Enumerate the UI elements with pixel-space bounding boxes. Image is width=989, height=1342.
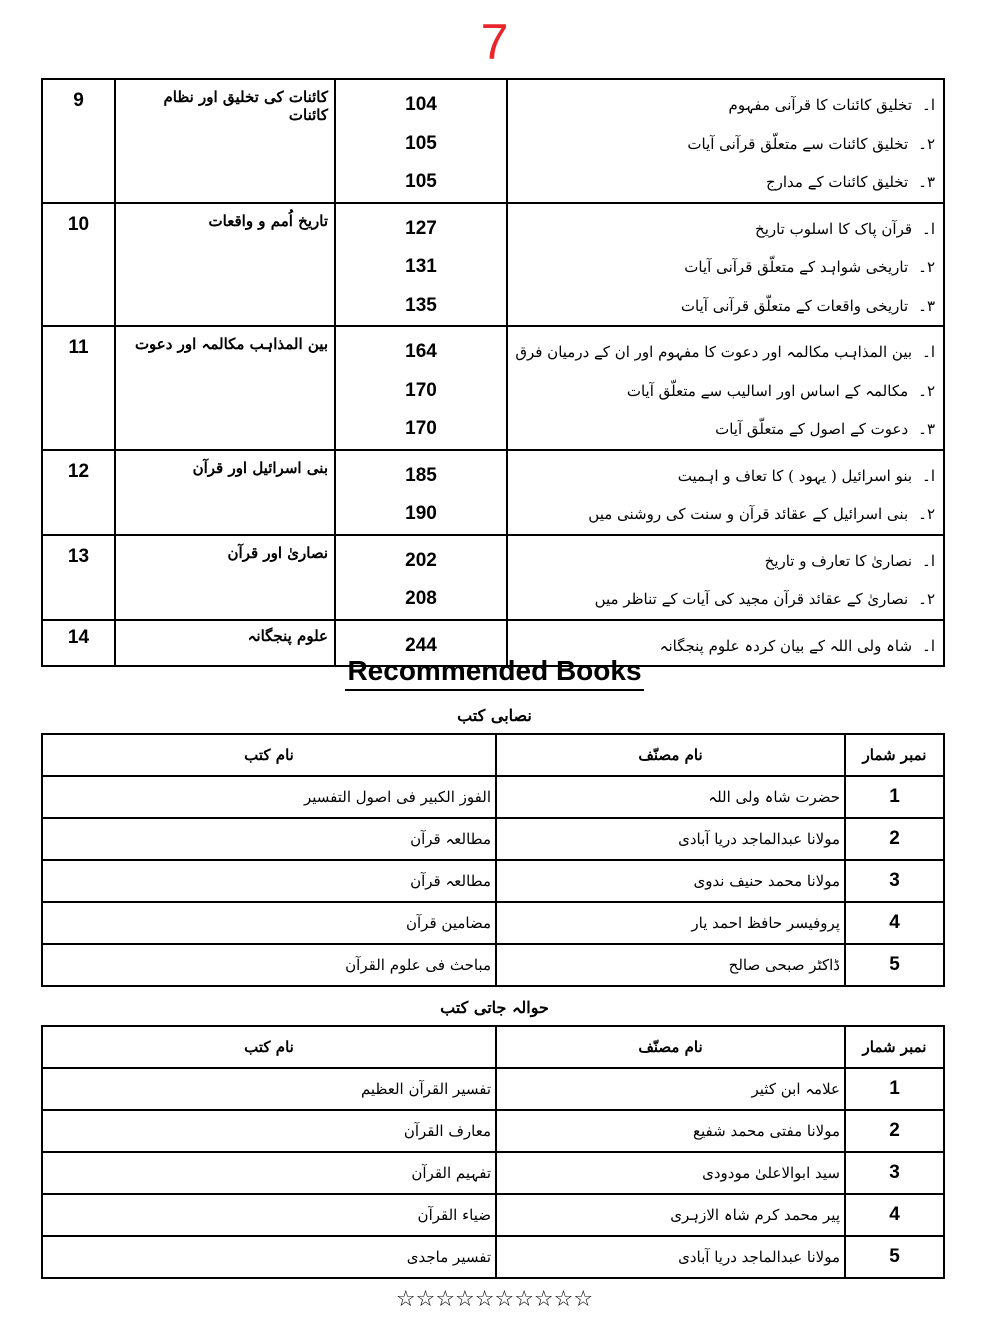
column-header-serial: نمبر شمار: [845, 1026, 944, 1068]
book-title: مضامین قرآن: [42, 902, 496, 944]
topic-marker: ۲۔: [918, 590, 935, 608]
topic-item: [512, 542, 935, 581]
textbooks-heading: نصابی کتب: [457, 706, 532, 725]
unit-number: 11: [42, 326, 115, 450]
table-row: [42, 1110, 944, 1152]
topic-list: [507, 450, 944, 535]
unit-title: تاریخ اُمم و واقعات: [115, 203, 335, 327]
author-name: علامہ ابن کثیر: [496, 1068, 845, 1110]
topic-item: [512, 125, 935, 164]
table-row: [42, 1152, 944, 1194]
book-title: ضیاء القرآن: [42, 1194, 496, 1236]
topic-marker: ۳۔: [918, 296, 935, 315]
topic-text: نصاریٰ کے عقائد قرآن مجید کی آیات کے تناظر میں: [594, 590, 909, 608]
page-number-ref: 127: [405, 217, 437, 239]
topic-marker: ۲۔: [918, 381, 935, 400]
unit-number: 12: [42, 450, 115, 535]
page-references: [335, 203, 507, 327]
syllabus-row: [42, 326, 944, 450]
column-header-serial: نمبر شمار: [845, 734, 944, 776]
serial-number: 2: [845, 1110, 944, 1152]
page-number-ref: 104: [405, 94, 437, 115]
topic-text: تاریخی شواہد کے متعلّق قرآنی آیات: [684, 258, 909, 276]
page-number-ref: 105: [405, 171, 437, 192]
topic-marker: ا۔: [922, 466, 935, 485]
table-row: [42, 1194, 944, 1236]
topic-item: [512, 287, 935, 326]
table-row: [42, 902, 944, 944]
book-title: معارف القرآن: [42, 1110, 496, 1152]
table-row: [42, 776, 944, 818]
topic-text: بنی اسرائیل کے عقائد قرآن و سنت کی روشنی میں: [588, 505, 909, 523]
unit-title: کائنات کی تخلیق اور نظام کائنات: [115, 79, 335, 203]
reference-books-table: [41, 1025, 945, 1279]
topic-item: [512, 210, 935, 249]
author-name: مولانا مفتی محمد شفیع: [496, 1110, 845, 1152]
author-name: مولانا عبدالماجد دریا آبادی: [496, 818, 845, 860]
topic-text: تخلیق کائنات سے متعلّق قرآنی آیات: [687, 134, 909, 153]
table-header-row: [42, 734, 944, 776]
page-number-ref: 170: [405, 418, 437, 439]
unit-number: 9: [42, 79, 115, 203]
page-references: [335, 535, 507, 620]
recommended-books-title: Recommended Books: [345, 655, 643, 691]
table-row: [42, 860, 944, 902]
syllabus-row: [42, 203, 944, 327]
page-number-ref: 135: [405, 294, 437, 316]
unit-number: 10: [42, 203, 115, 327]
page-number-ref: 208: [405, 588, 437, 609]
topic-item: [512, 457, 935, 496]
topic-item: [512, 495, 935, 534]
serial-number: 1: [845, 1068, 944, 1110]
topic-text: بین المذاہب مکالمہ اور دعوت کا مفہوم اور ان کے درمیان فرق: [515, 343, 913, 361]
serial-number: 1: [845, 776, 944, 818]
book-title: مباحث فی علوم القرآن: [42, 944, 496, 986]
topic-item: [512, 410, 935, 449]
topic-list: [507, 326, 944, 450]
page-number-ref: 170: [405, 379, 437, 401]
topic-list: [507, 535, 944, 620]
unit-title: نصاریٰ اور قرآن: [115, 535, 335, 620]
topic-marker: ا۔: [922, 343, 935, 361]
serial-number: 3: [845, 1152, 944, 1194]
footer-star-ornament: ☆☆☆☆☆☆☆☆☆☆: [395, 1287, 594, 1312]
topic-marker: ا۔: [922, 551, 935, 570]
textbooks-table: [41, 733, 945, 987]
table-header-row: [42, 1026, 944, 1068]
author-name: پیر محمد کرم شاہ الازہری: [496, 1194, 845, 1236]
topic-text: تخلیق کائنات کا قرآنی مفہوم: [728, 96, 913, 114]
book-title: تفسیر ماجدی: [42, 1236, 496, 1278]
topic-text: بنو اسرائیل ( یہود ) کا تعاف و اہمیت: [677, 466, 913, 485]
page-references: [335, 326, 507, 450]
unit-title: علوم پنجگانہ: [115, 620, 335, 667]
page-number-ref: 185: [405, 464, 437, 486]
topic-list: [507, 79, 944, 203]
table-row: [42, 1068, 944, 1110]
topic-text: مکالمہ کے اساس اور اسالیب سے متعلّق آیات: [626, 381, 909, 400]
book-title: تفہیم القرآن: [42, 1152, 496, 1194]
page-references: [335, 450, 507, 535]
syllabus-table: [41, 78, 945, 667]
serial-number: 4: [845, 902, 944, 944]
page-number-ref: 244: [405, 634, 437, 656]
topic-text: قرآن پاک کا اسلوب تاریخ: [755, 219, 913, 238]
serial-number: 3: [845, 860, 944, 902]
topic-text: شاہ ولی اللہ کے بیان کردہ علوم پنجگانہ: [659, 636, 913, 655]
reference-books-heading: حوالہ جاتی کتب: [440, 998, 549, 1017]
author-name: پروفیسر حافظ احمد یار: [496, 902, 845, 944]
topic-marker: ا۔: [922, 219, 935, 238]
author-name: حضرت شاہ ولی اللہ: [496, 776, 845, 818]
author-name: مولانا محمد حنیف ندوی: [496, 860, 845, 902]
page-number-ref: 105: [405, 132, 437, 154]
unit-number: 14: [42, 620, 115, 667]
author-name: ڈاکٹر صبحی صالح: [496, 944, 845, 986]
topic-list: [507, 203, 944, 327]
column-header-book: نام کتب: [42, 1026, 496, 1068]
serial-number: 4: [845, 1194, 944, 1236]
column-header-author: نام مصنّف: [496, 734, 845, 776]
column-header-author: نام مصنّف: [496, 1026, 845, 1068]
topic-text: تخلیق کائنات کے مدارج: [765, 173, 909, 191]
syllabus-row: [42, 450, 944, 535]
page-references: [335, 79, 507, 203]
topic-text: نصاریٰ کا تعارف و تاریخ: [764, 551, 913, 570]
syllabus-row: [42, 79, 944, 203]
topic-marker: ۳۔: [918, 420, 935, 438]
serial-number: 5: [845, 1236, 944, 1278]
syllabus-row: [42, 535, 944, 620]
page-number-ref: 131: [405, 256, 437, 277]
topic-marker: ا۔: [922, 636, 935, 655]
page-number-ref: 164: [405, 341, 437, 362]
page-number: 7: [480, 14, 509, 70]
serial-number: 5: [845, 944, 944, 986]
topic-text: دعوت کے اصول کے متعلّق آیات: [715, 420, 909, 438]
table-row: [42, 818, 944, 860]
book-title: الفوز الکبیر فی اصول التفسیر: [42, 776, 496, 818]
page-number-ref: 190: [405, 503, 437, 524]
serial-number: 2: [845, 818, 944, 860]
unit-title: بنی اسرائیل اور قرآن: [115, 450, 335, 535]
book-title: تفسیر القرآن العظیم: [42, 1068, 496, 1110]
topic-marker: ا۔: [922, 96, 935, 114]
topic-marker: ۲۔: [918, 134, 935, 153]
topic-item: [512, 333, 935, 372]
recommended-books-heading: [0, 655, 989, 691]
table-row: [42, 944, 944, 986]
topic-item: [512, 248, 935, 287]
unit-number: 13: [42, 535, 115, 620]
topic-item: [512, 86, 935, 125]
topic-item: [512, 163, 935, 202]
topic-marker: ۲۔: [918, 258, 935, 276]
topic-marker: ۳۔: [918, 173, 935, 191]
topic-marker: ۲۔: [918, 505, 935, 523]
column-header-book: نام کتب: [42, 734, 496, 776]
author-name: مولانا عبدالماجد دریا آبادی: [496, 1236, 845, 1278]
unit-title: بین المذاہب مکالمہ اور دعوت: [115, 326, 335, 450]
topic-item: [512, 580, 935, 619]
topic-text: تاریخی واقعات کے متعلّق قرآنی آیات: [680, 296, 909, 315]
book-title: مطالعہ قرآن: [42, 860, 496, 902]
book-title: مطالعہ قرآن: [42, 818, 496, 860]
page-number-ref: 202: [405, 549, 437, 571]
table-row: [42, 1236, 944, 1278]
topic-item: [512, 372, 935, 411]
author-name: سید ابوالاعلیٰ مودودی: [496, 1152, 845, 1194]
